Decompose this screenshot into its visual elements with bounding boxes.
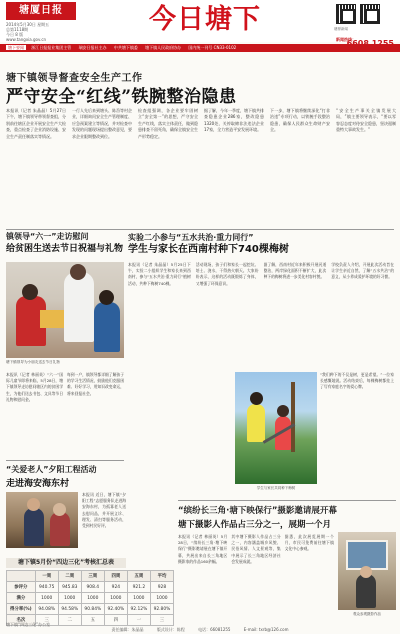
bottom-right-kicker: “缤纷长三角·塘下映保行”摄影邀请展开幕 bbox=[178, 506, 337, 516]
ticker-tag: 塘下要闻 bbox=[8, 45, 24, 50]
left-story-caption: 塘下镇领导为小朋友送去节日礼物 bbox=[6, 360, 60, 364]
table-cell: 1000 bbox=[35, 593, 58, 604]
photo-figure bbox=[250, 392, 263, 405]
lead-headline[interactable]: 严守安全“红线”铁腕整治隐患 bbox=[6, 87, 237, 107]
section-divider bbox=[178, 500, 396, 501]
table-header-cell: 二周 bbox=[58, 571, 81, 582]
bottom-right-photo[interactable] bbox=[338, 532, 396, 610]
table-header-cell: 四周 bbox=[104, 571, 127, 582]
issue-pages: 今日 8 版 bbox=[6, 32, 24, 37]
right-story-column: “我们种下的不仅是树，更是希望。”一位家长感慨地说。活动结束后，每棵梅树都挂上了写有家庭名字的爱心牌。 bbox=[320, 372, 394, 390]
lead-column: 一行人先后来到塘头、陈岙等村企业，详细询问安全生产管理制度、应急预案建立等情况，并对检查中发现的问题现场提出整改意见，要求企业限期整改到位。 bbox=[72, 108, 132, 139]
photo-figure bbox=[247, 404, 265, 442]
table-row-label: 满分 bbox=[7, 593, 36, 604]
table-cell: 92.80% bbox=[150, 604, 173, 615]
masthead bbox=[0, 0, 400, 42]
bottom-right-headline[interactable]: 塘下摄影人作品占三分之一，展期一个月 bbox=[178, 520, 332, 530]
gift-box bbox=[40, 310, 64, 328]
bottom-left-kicker: “关爱老人”夕阳工程活动 bbox=[6, 465, 97, 474]
ticker-item: 塘下镇人民政府协办 bbox=[145, 45, 182, 50]
page-footer bbox=[0, 626, 400, 634]
table-cell: 四 bbox=[104, 615, 127, 626]
table-header-cell: 五周 bbox=[127, 571, 150, 582]
table-header-cell: 一周 bbox=[35, 571, 58, 582]
table-cell: 1000 bbox=[81, 593, 104, 604]
assessment-table bbox=[6, 570, 174, 626]
left-story-header bbox=[6, 232, 124, 255]
table-cell: 三 bbox=[35, 615, 58, 626]
photo-figure bbox=[64, 272, 94, 342]
left-story-column: 每到一户，镇领导都详细了解孩子的学习生活情况，鼓励他们克服困难、好好学习，用知识改变命运，将来回报社会。 bbox=[67, 372, 124, 396]
table-cell: 921.2 bbox=[127, 582, 150, 593]
right-story-column: 据了解，西南村近年来积极开展河道整治，两岸绿化面积不断扩大，此次种下的梅树将进一步美化村容村貌。 bbox=[263, 262, 327, 280]
table-cell: 1000 bbox=[150, 593, 173, 604]
photo-figure bbox=[94, 302, 120, 352]
table-row bbox=[7, 593, 174, 604]
lead-column: 本报讯（记者 朱晶晶）5月27日下午，塘下镇领导带领督查组，分别前往辖区企业开展安全生产大检查，重点检查了企业消防设施、安全生产责任制落实等情况。 bbox=[6, 108, 66, 139]
photo-figure bbox=[356, 574, 376, 608]
bottom-right-column: 其中塘下摄影人作品占三分之一，内容涵盖城乡风貌、民俗风情、人文景观等，集中展示了长三角地区经济社会发展成就。 bbox=[231, 534, 281, 564]
lead-column: “安全生产事关全镇发展大局，”镇主要领导表示，“要以零容忍态度对待安全隐患，坚决遏制重特大事故发生。” bbox=[336, 108, 396, 133]
right-story-column: 活动现场，孩子们和家长一起挖坑、培土、浇水，干得热火朝天。大家纷纷表示，这样的活动既锻炼了身体，又增强了环保意识。 bbox=[195, 262, 259, 286]
table-row-label: 名次 bbox=[7, 615, 36, 626]
footer-item: E-mail: txrb@126.com bbox=[243, 627, 289, 632]
photo-figure bbox=[50, 512, 70, 546]
issue-website[interactable]: www.tangxia.gov.cn bbox=[6, 37, 47, 42]
table-header-cell: 三周 bbox=[81, 571, 104, 582]
right-story-column: 本报讯（记者 朱晶晶）5月25日下午，实验二小组织学生和家长来到西南村，参与“五水共治·重力同行”植树活动，共种下梅树740棵。 bbox=[128, 262, 191, 286]
bottom-left-column: 本报讯 近日，塘下镇“夕阳工程”志愿服务队走进海安海东村，为孤寡老人送去慰问品，并开展义诊、理发、清扫等服务活动，受到村民好评。 bbox=[82, 492, 126, 529]
photo-figure bbox=[22, 284, 38, 300]
right-story-column: 学校负责人介绍，开展此次活动旨在让学生亲近自然，了解“五水共治”的意义，从小养成爱护环境的好习惯。 bbox=[331, 262, 394, 280]
left-story-kicker: 镇领导“六一”走访慰问 bbox=[6, 232, 89, 241]
left-story-photo[interactable] bbox=[6, 262, 124, 358]
table-cell: 94.58% bbox=[58, 604, 81, 615]
footer-item: 责任编辑：朱晶晶 bbox=[111, 627, 144, 632]
table-cell: 二 bbox=[58, 615, 81, 626]
masthead-ticker bbox=[0, 44, 400, 52]
right-story-side-body bbox=[320, 372, 394, 391]
bottom-right-body bbox=[178, 534, 334, 614]
issue-date: 2014年5月30日 星期五 bbox=[6, 22, 50, 27]
table-cell: 92.12% bbox=[127, 604, 150, 615]
right-story-body bbox=[128, 262, 394, 380]
ticker-item: 浙江日报报业集团主管 bbox=[31, 45, 72, 50]
table-cell: 928 bbox=[150, 582, 173, 593]
table-cell: 三 bbox=[150, 615, 173, 626]
table-cell: 1000 bbox=[58, 593, 81, 604]
left-story-column: 本报讯（记者 林丽英）“六一”国际儿童节即将来临，5月28日，塘下镇领导走访慰问辖区内的贫困学生，为他们送去书包、文具等节日礼物和慰问金。 bbox=[6, 372, 63, 402]
table-footnote: 塘下镇“四边三化”办公室 bbox=[6, 622, 51, 627]
right-story-kicker: 实验二小参与“五水共治·重力同行” bbox=[128, 233, 254, 242]
table-title: 塘下镇5月份“四边三化”考核汇总表 bbox=[6, 558, 126, 568]
bottom-right-caption: 观众参观摄影作品 bbox=[353, 612, 381, 616]
photo-figure bbox=[360, 566, 372, 578]
photo-figure bbox=[27, 498, 40, 511]
table-row-label: 参评分 bbox=[7, 582, 36, 593]
table-cell: 1000 bbox=[104, 593, 127, 604]
qr-code-icon[interactable] bbox=[360, 4, 380, 24]
table-cell: 940.75 bbox=[35, 582, 58, 593]
table-cell: 924 bbox=[104, 582, 127, 593]
table-cell: 908.4 bbox=[81, 582, 104, 593]
table-cell: 90.84% bbox=[81, 604, 104, 615]
lead-column: 下一步，塘下镇将继续深化“打非治违”专项行动，以铁腕手段整治隐患，确保人民群众生命财产安全。 bbox=[270, 108, 330, 133]
table-cell: 94.08% bbox=[35, 604, 58, 615]
table-cell: 945.83 bbox=[58, 582, 81, 593]
footer-item: 电话：66081255 bbox=[198, 627, 231, 632]
bottom-left-photo[interactable] bbox=[6, 492, 78, 548]
footer-item: 版式设计：陈程 bbox=[156, 627, 185, 632]
bottom-left-headline[interactable]: 走进海安海东村 bbox=[6, 479, 70, 489]
right-story-header bbox=[128, 232, 396, 256]
table-header-cell bbox=[7, 571, 36, 582]
right-story-caption: 学生与家长共同种下梅树 bbox=[256, 486, 296, 490]
qr-label: 塘厦新闻 bbox=[334, 27, 348, 31]
table-cell: 一 bbox=[127, 615, 150, 626]
issue-meta bbox=[6, 22, 86, 42]
ticker-item: 国内统一刊号 CN33-0102 bbox=[188, 45, 237, 50]
table-cell: 五 bbox=[81, 615, 104, 626]
left-story-headline[interactable]: 给贫困生送去节日祝福与礼物 bbox=[6, 244, 124, 254]
section-divider bbox=[6, 229, 394, 230]
photo-figure bbox=[24, 508, 44, 546]
bottom-right-column: 据悉，此次展览展期一个月，市民可免费前往塘下镇文化中心参观。 bbox=[284, 534, 334, 552]
bottom-right-column: 本报讯（记者 林丽英）5月28日，“缤纷长三角·塘下映保行”摄影邀请展在塘下镇开幕，共展出来自长三角地区摄影家的作品160余幅。 bbox=[178, 534, 228, 564]
ticker-item: 中共塘下镇委 bbox=[113, 45, 138, 50]
table-row bbox=[7, 604, 174, 615]
lead-column: 检查组强调，各企业要牢固树立“安全第一”的思想，严守安全生产红线，落实主体责任，做到隐患排查不留死角，确保全镇安全生产形势稳定。 bbox=[138, 108, 198, 139]
table-cell: 92.40% bbox=[104, 604, 127, 615]
section-divider bbox=[6, 460, 124, 461]
edition-title: 今日塘下 bbox=[149, 4, 261, 35]
table-header-row bbox=[7, 571, 174, 582]
photo-figure bbox=[277, 405, 289, 417]
photo-figure bbox=[99, 290, 114, 305]
issue-number: 总第1118期 bbox=[6, 27, 29, 32]
photo-figure bbox=[70, 264, 86, 280]
lead-column: 据了解，今年一季度，塘下镇共排查隐患企业286家，整改隐患1320处，关停取缔非法违法企业17家，全力营造平安发展环境。 bbox=[204, 108, 264, 133]
right-story-headline[interactable]: 学生与家长在西南村种下740棵梅树 bbox=[128, 244, 289, 255]
lead-kicker: 塘下镇领导督查安全生产工作 bbox=[6, 73, 143, 84]
qr-code-icon[interactable] bbox=[336, 4, 356, 24]
hotline-label: 新闻热线： bbox=[336, 37, 356, 42]
right-story-photo[interactable] bbox=[235, 372, 317, 484]
ticker-item: 瑞安日报社主办 bbox=[78, 45, 107, 50]
left-story-body bbox=[6, 372, 124, 403]
newspaper-logo[interactable]: 塘厦日报 bbox=[6, 2, 76, 20]
table-row bbox=[7, 582, 174, 593]
photo-figure bbox=[53, 503, 66, 516]
table-header-cell: 平均 bbox=[150, 571, 173, 582]
table-row-label: 得分率(%) bbox=[7, 604, 36, 615]
lead-body bbox=[6, 108, 396, 228]
table-cell: 1000 bbox=[127, 593, 150, 604]
photo-tree bbox=[291, 382, 295, 452]
